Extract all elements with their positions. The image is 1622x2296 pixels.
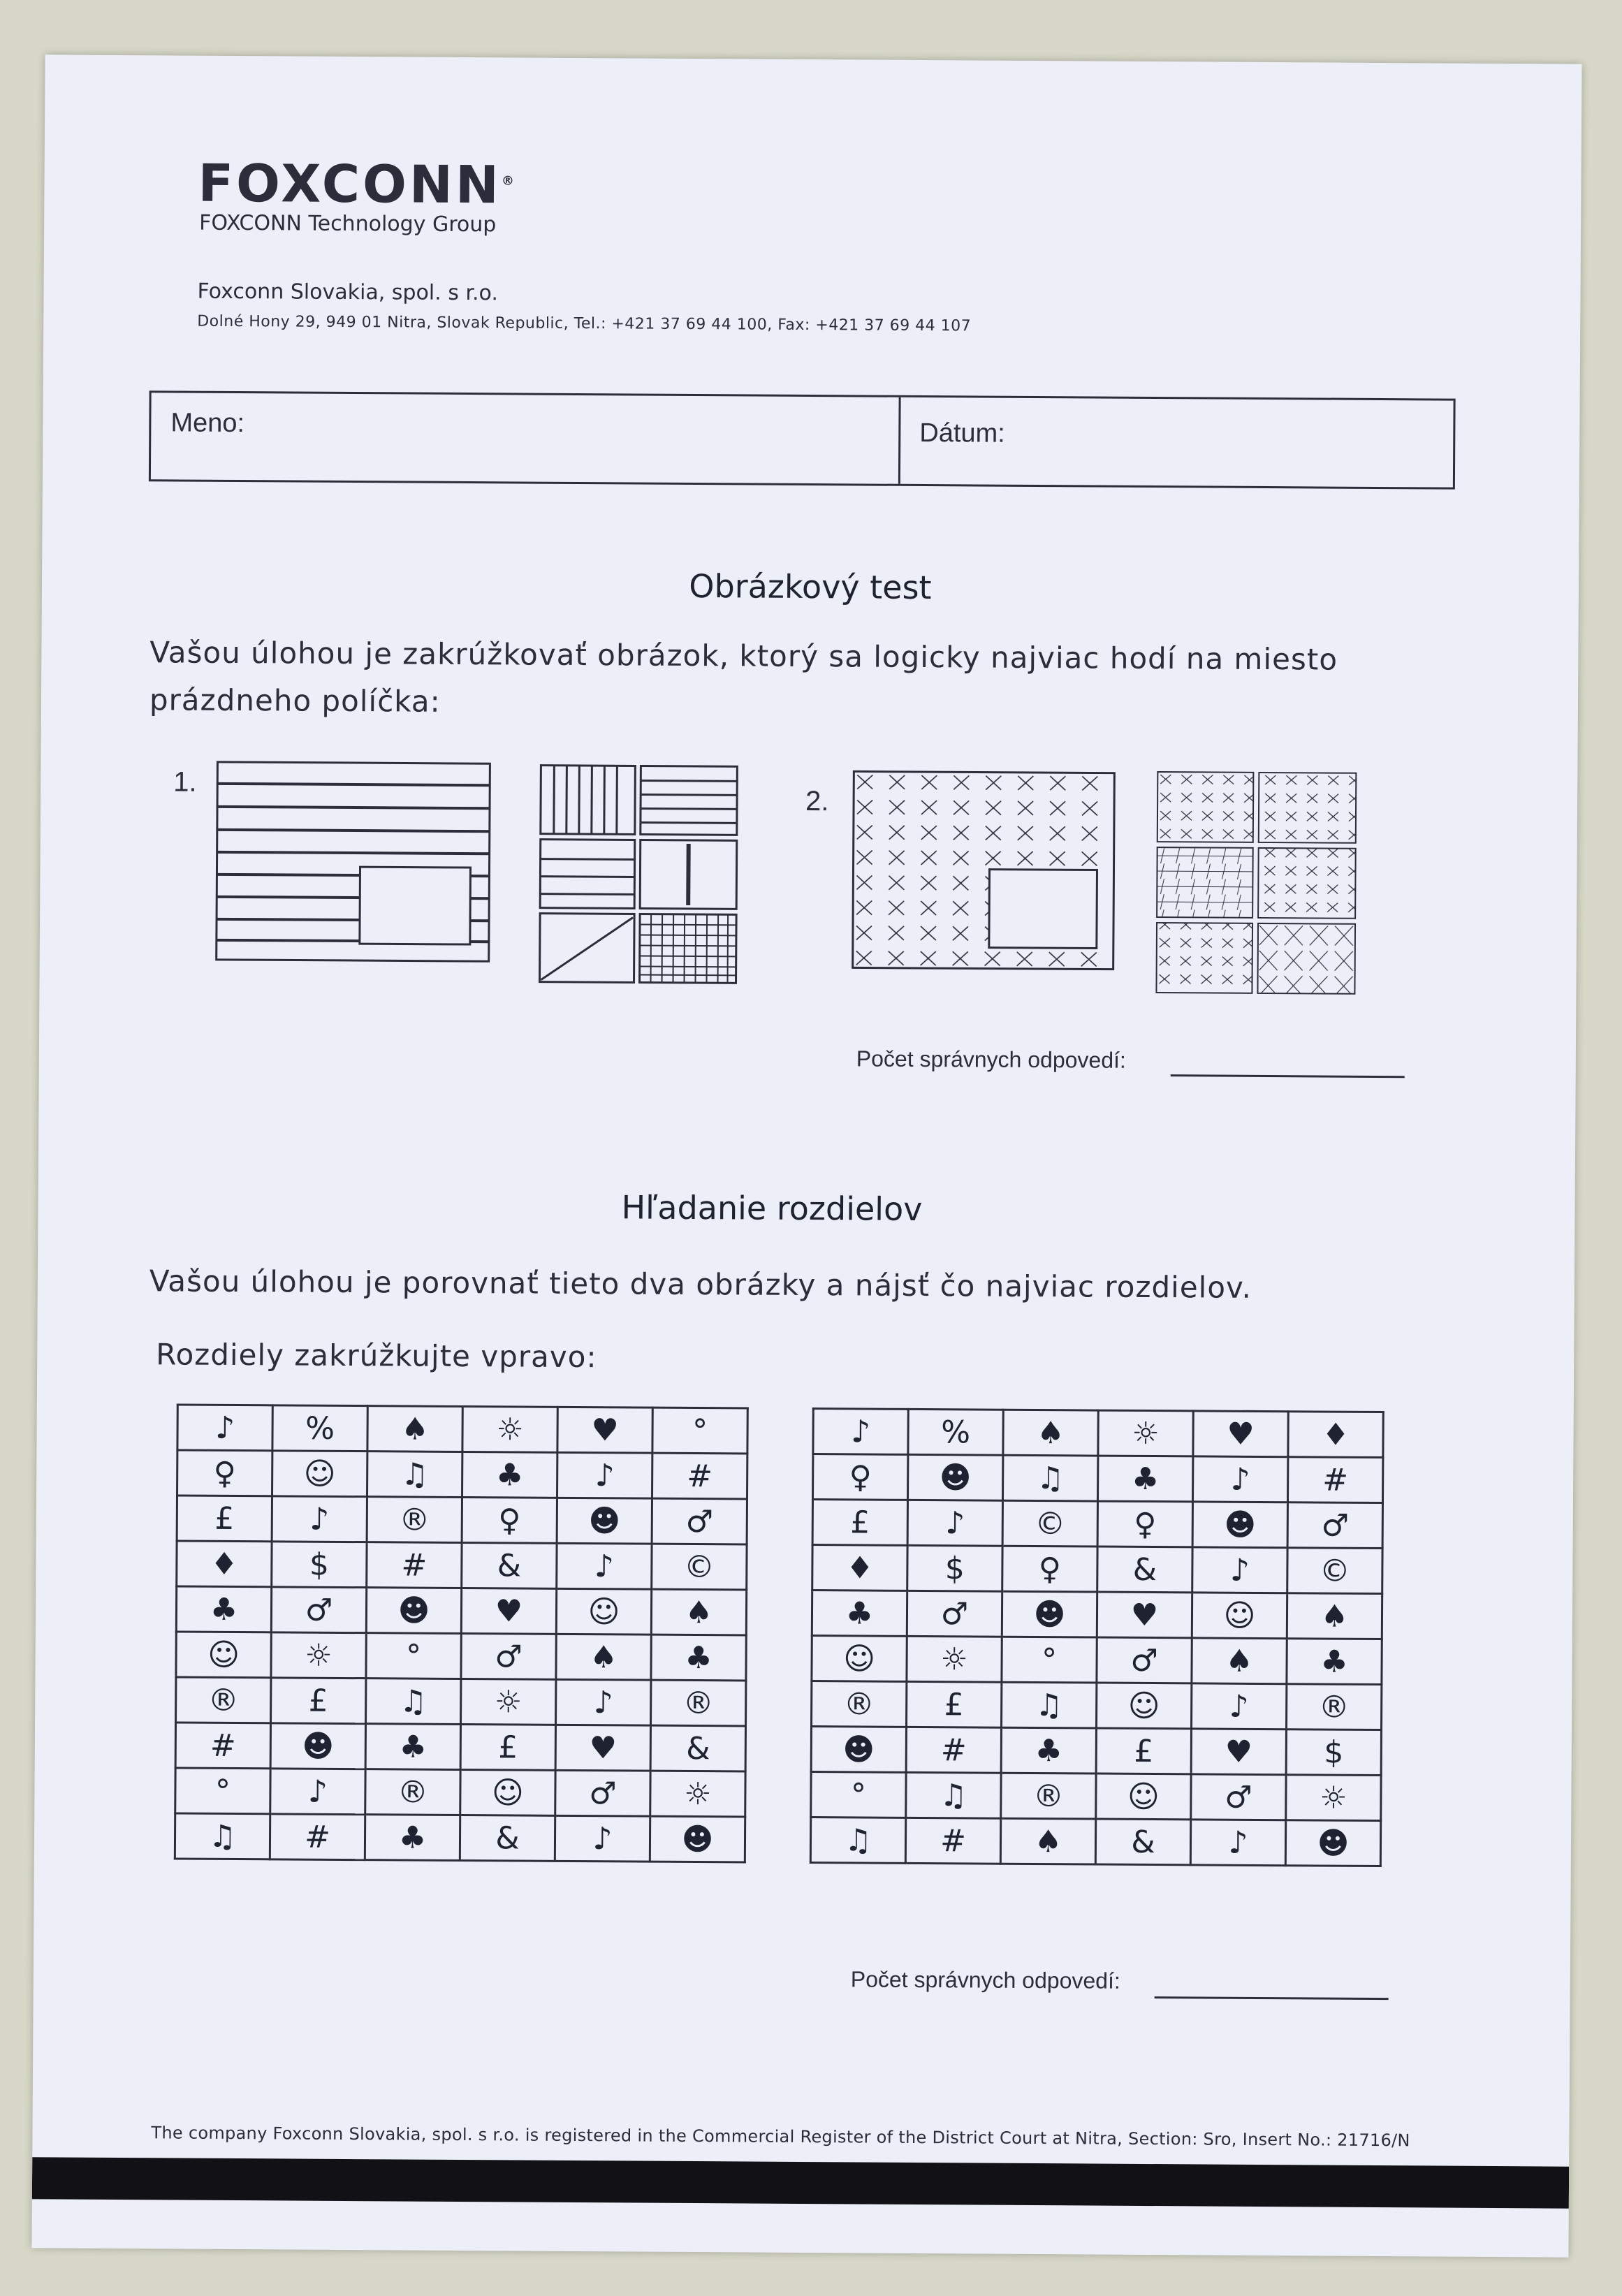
right-grid-cell[interactable]: ☺ (812, 1636, 907, 1682)
group-name: FOXCONN Technology Group (199, 210, 497, 237)
right-grid-cell[interactable]: ♣ (1097, 1456, 1192, 1502)
right-grid-cell[interactable]: ☺ (1096, 1774, 1191, 1820)
company-name: Foxconn Slovakia, spol. s r.o. (197, 279, 499, 306)
right-grid-row (811, 1772, 1381, 1821)
section1-count-line[interactable] (1171, 1074, 1405, 1078)
section2-instruction: Vašou úlohou je porovnať tieto dva obrázky a nájsť čo najviac rozdielov. (149, 1264, 1252, 1305)
right-grid-cell[interactable]: ☼ (1098, 1410, 1193, 1456)
left-grid-row (177, 1541, 747, 1590)
figure2-blank-slot (989, 870, 1097, 949)
right-grid-cell[interactable]: ♪ (1192, 1683, 1287, 1730)
date-label: Dátum: (919, 418, 1005, 448)
left-grid-cell: ♣ (176, 1586, 271, 1632)
right-grid-cell[interactable]: ♀ (1097, 1501, 1192, 1547)
left-grid-cell: & (460, 1815, 555, 1861)
right-grid-cell[interactable]: ♂ (1287, 1502, 1382, 1549)
right-grid-cell[interactable]: ♠ (1003, 1410, 1098, 1456)
right-grid-cell[interactable]: ♠ (1192, 1638, 1287, 1684)
item2-number: 2. (805, 785, 829, 817)
item1-number: 1. (173, 766, 197, 798)
left-grid-row (176, 1677, 746, 1726)
left-grid-cell: ☼ (461, 1679, 556, 1725)
left-grid-cell: ♪ (557, 1543, 652, 1589)
right-grid-cell[interactable]: ☻ (811, 1727, 906, 1773)
right-grid-cell[interactable]: ♥ (1097, 1592, 1192, 1638)
section2-count-line[interactable] (1155, 1996, 1389, 2000)
right-grid-cell[interactable]: ☻ (1285, 1820, 1380, 1866)
section1-count-label: Počet správnych odpovedí: (856, 1046, 1126, 1073)
left-grid-cell: ° (175, 1768, 270, 1814)
left-grid-cell: £ (460, 1724, 555, 1770)
figure1-main (216, 761, 491, 962)
left-grid-cell: ☺ (556, 1588, 651, 1635)
option2f[interactable] (1257, 923, 1355, 994)
left-grid-cell: ♂ (271, 1587, 366, 1633)
left-grid-cell: ® (367, 1497, 462, 1543)
left-grid-row (177, 1405, 747, 1454)
left-grid-cell: ☻ (557, 1498, 652, 1544)
right-grid-cell[interactable]: ® (812, 1681, 907, 1727)
left-grid-cell: ° (366, 1633, 461, 1679)
right-grid-cell[interactable]: ♣ (812, 1591, 907, 1637)
right-grid-cell[interactable]: ♫ (1002, 1682, 1097, 1728)
right-grid-row (810, 1818, 1380, 1866)
right-grid-cell[interactable]: & (1095, 1819, 1190, 1865)
right-grid-cell[interactable]: ♪ (907, 1500, 1002, 1546)
left-grid-cell: ♥ (461, 1588, 556, 1634)
right-grid-cell[interactable]: ☻ (907, 1454, 1002, 1500)
left-symbol-grid (174, 1403, 749, 1863)
left-grid-cell: ♣ (365, 1815, 460, 1861)
section2-title: Hľadanie rozdielov (621, 1188, 923, 1229)
left-grid-cell: ♂ (555, 1770, 650, 1816)
left-grid-cell: ♂ (461, 1633, 556, 1679)
right-grid-row (812, 1500, 1382, 1549)
section2-circle-hint: Rozdiely zakrúžkujte vpravo: (156, 1337, 597, 1375)
right-grid-cell[interactable]: ♫ (906, 1772, 1001, 1818)
right-grid-cell[interactable]: ♫ (1002, 1455, 1097, 1501)
right-grid-cell[interactable]: ♥ (1193, 1411, 1288, 1457)
left-grid-cell: ♪ (270, 1769, 365, 1815)
right-grid-cell[interactable]: $ (1286, 1730, 1381, 1776)
option2c[interactable] (1157, 847, 1253, 918)
left-grid-cell: ☻ (270, 1723, 365, 1769)
right-grid-cell[interactable]: ® (1001, 1773, 1096, 1819)
right-grid-cell[interactable]: ♪ (1192, 1456, 1287, 1502)
right-grid-cell[interactable]: £ (812, 1500, 907, 1546)
right-grid-cell[interactable]: ♠ (1000, 1818, 1095, 1864)
right-grid-cell[interactable]: # (905, 1818, 1000, 1864)
left-grid-row (175, 1723, 745, 1771)
right-grid-row (812, 1591, 1382, 1639)
document-sheet (31, 54, 1581, 2257)
option2a[interactable] (1157, 772, 1254, 842)
right-grid-row (812, 1636, 1382, 1685)
right-grid-cell[interactable]: ♥ (1191, 1729, 1286, 1775)
section1-instruction-line1: Vašou úlohou je zakrúžkovať obrázok, ktorý sa logicky najviac hodí na miesto (149, 635, 1338, 677)
left-grid-cell: ♠ (651, 1589, 746, 1635)
option1c[interactable] (540, 840, 635, 909)
left-grid-cell: ♦ (177, 1541, 272, 1587)
name-label: Meno: (170, 408, 245, 439)
right-grid-cell[interactable]: ° (1002, 1637, 1097, 1683)
right-grid-cell[interactable]: ♦ (1288, 1412, 1383, 1458)
left-grid-cell: ♪ (556, 1679, 651, 1725)
right-grid-cell[interactable]: ☺ (1097, 1683, 1192, 1729)
figure2-main (852, 770, 1116, 970)
left-grid-row (177, 1496, 747, 1544)
left-grid-cell: ☻ (366, 1588, 461, 1634)
left-grid-row (175, 1768, 745, 1817)
right-grid-cell[interactable]: % (908, 1409, 1003, 1455)
left-grid-cell: ® (365, 1769, 460, 1815)
right-grid-cell[interactable]: # (1287, 1457, 1382, 1503)
right-grid-cell[interactable]: £ (907, 1681, 1002, 1727)
left-grid-cell: ♥ (557, 1407, 652, 1453)
right-grid-cell[interactable]: ☻ (1002, 1591, 1097, 1637)
right-grid-row (811, 1727, 1381, 1776)
right-grid-cell[interactable]: © (1287, 1548, 1382, 1594)
figure1-blank-slot (360, 867, 471, 944)
left-grid-cell: ☼ (271, 1632, 366, 1679)
left-grid-row (175, 1813, 745, 1862)
left-grid-cell: ♫ (367, 1452, 462, 1498)
right-grid-cell[interactable]: ♣ (1001, 1727, 1096, 1774)
left-grid-cell: ♫ (175, 1813, 270, 1859)
left-grid-cell: ♣ (651, 1635, 746, 1681)
left-grid-cell: # (175, 1723, 270, 1769)
left-grid-row (176, 1586, 746, 1635)
right-grid-cell[interactable]: ☼ (907, 1636, 1002, 1682)
box-divider (898, 397, 901, 484)
right-grid-cell[interactable]: # (906, 1727, 1001, 1773)
right-grid-cell[interactable]: ☺ (1192, 1593, 1287, 1639)
left-grid-cell: ♂ (652, 1498, 747, 1544)
right-grid-cell[interactable]: © (1002, 1500, 1097, 1546)
right-grid-row (812, 1681, 1382, 1730)
right-grid-cell[interactable]: ° (811, 1772, 906, 1818)
option2e[interactable] (1156, 923, 1252, 993)
right-grid-cell[interactable]: ♂ (1097, 1637, 1192, 1683)
right-grid-cell[interactable]: ♪ (1190, 1820, 1285, 1866)
figure2-options (1155, 771, 1357, 996)
right-grid-cell[interactable]: £ (1096, 1728, 1191, 1774)
left-grid-cell: ♫ (366, 1679, 461, 1725)
left-grid-cell: © (652, 1544, 747, 1590)
right-grid-cell[interactable]: & (1097, 1546, 1192, 1593)
left-grid-cell: ☼ (462, 1406, 557, 1452)
left-grid-cell: $ (272, 1542, 367, 1588)
left-grid-cell: # (367, 1542, 462, 1588)
right-grid-cell[interactable]: ♠ (1287, 1593, 1382, 1639)
foxconn-logo: FOXCONN® (198, 153, 514, 216)
right-grid-cell[interactable]: ♪ (1192, 1547, 1287, 1593)
left-grid-cell: ♣ (365, 1724, 460, 1770)
right-grid-cell[interactable]: ® (1286, 1684, 1381, 1730)
left-grid-cell: & (462, 1542, 557, 1588)
right-grid-cell[interactable]: ♀ (1002, 1546, 1097, 1592)
left-grid-cell: ® (651, 1680, 746, 1726)
option2d[interactable] (1258, 848, 1356, 919)
right-symbol-grid (810, 1407, 1384, 1867)
right-grid-cell[interactable]: ♀ (812, 1454, 907, 1500)
left-grid-cell: ° (652, 1407, 747, 1454)
left-grid-row (177, 1450, 747, 1499)
section1-title: Obrázkový test (689, 566, 932, 607)
right-grid-cell[interactable]: ☻ (1192, 1502, 1287, 1548)
name-date-box (149, 390, 1456, 489)
left-grid-cell: ♠ (367, 1406, 462, 1452)
section1-instruction-line2: prázdneho políčka: (149, 682, 441, 719)
left-grid-cell: £ (177, 1496, 272, 1542)
left-grid-cell: ♀ (177, 1450, 272, 1496)
option2b[interactable] (1259, 773, 1357, 843)
left-grid-cell: ☺ (460, 1769, 555, 1815)
right-grid-cell[interactable]: ☼ (1286, 1775, 1381, 1821)
left-grid-cell: ☺ (272, 1451, 367, 1497)
left-grid-cell: ☻ (650, 1816, 745, 1862)
figure1-options (539, 765, 739, 986)
footer-registration: The company Foxconn Slovakia, spol. s r.o. is registered in the Commercial Register of the District Court at Nitra, Section: Sro, Insert No.: 21716/N (151, 2123, 1410, 2151)
left-grid-cell: & (650, 1725, 745, 1771)
right-grid-cell[interactable]: ♦ (812, 1545, 907, 1591)
right-grid-row (813, 1409, 1383, 1458)
right-grid-row (812, 1454, 1382, 1503)
left-grid-cell: ♪ (557, 1452, 652, 1498)
right-grid-cell[interactable]: ♂ (907, 1591, 1002, 1637)
left-grid-cell: ♀ (462, 1497, 557, 1543)
left-grid-cell: ♥ (555, 1725, 650, 1771)
left-grid-row (176, 1632, 746, 1681)
left-grid-cell: ☼ (650, 1771, 745, 1817)
section2-count-label: Počet správnych odpovedí: (850, 1966, 1120, 1994)
left-grid-cell: ® (176, 1677, 271, 1723)
option1b[interactable] (641, 766, 738, 835)
company-address: Dolné Hony 29, 949 01 Nitra, Slovak Republic, Tel.: +421 37 69 44 100, Fax: +421 37 69 44 107 (197, 312, 972, 335)
left-grid-cell: ♣ (462, 1452, 557, 1498)
right-grid-row (812, 1545, 1382, 1594)
right-grid-cell[interactable]: ♂ (1191, 1774, 1286, 1820)
right-grid-cell[interactable]: $ (907, 1545, 1002, 1591)
right-grid-cell[interactable]: ♫ (810, 1818, 905, 1864)
right-grid-cell[interactable]: ♣ (1287, 1639, 1382, 1685)
left-grid-cell: # (270, 1814, 365, 1860)
left-grid-cell: ♪ (177, 1405, 272, 1451)
left-grid-cell: % (272, 1405, 367, 1452)
left-grid-cell: # (652, 1453, 747, 1499)
footer-bar (32, 2157, 1569, 2208)
left-grid-cell: £ (271, 1678, 366, 1724)
right-grid-cell[interactable]: ♪ (813, 1409, 908, 1455)
left-grid-cell: ♪ (555, 1815, 650, 1862)
left-grid-cell: ♪ (272, 1496, 367, 1542)
left-grid-cell: ☺ (176, 1632, 271, 1678)
left-grid-cell: ♠ (556, 1634, 651, 1680)
